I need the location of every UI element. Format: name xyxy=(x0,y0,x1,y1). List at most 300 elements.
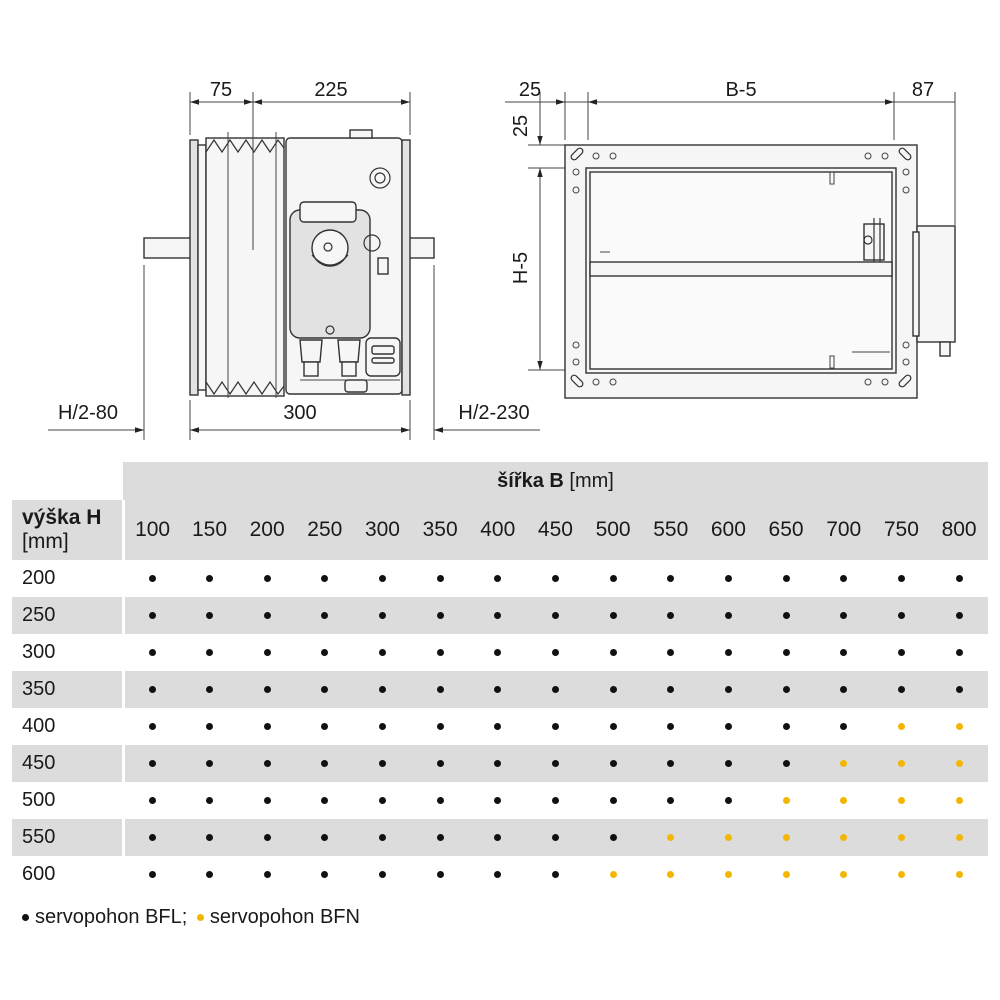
dim-225: 225 xyxy=(314,79,348,101)
availability-cell xyxy=(815,745,873,782)
height-cell: 200 xyxy=(12,560,123,597)
table-row xyxy=(12,597,988,634)
yellow-dot-icon xyxy=(898,723,905,730)
black-dot-icon xyxy=(321,834,328,841)
availability-cell xyxy=(757,782,815,819)
black-dot-icon xyxy=(725,723,732,730)
availability-cell xyxy=(873,782,931,819)
black-dot-icon xyxy=(552,834,559,841)
availability-cell xyxy=(527,708,585,745)
availability-cell xyxy=(584,671,642,708)
yellow-dot-icon xyxy=(840,834,847,841)
black-dot-icon xyxy=(552,871,559,878)
height-cell: 250 xyxy=(12,597,123,634)
table-row xyxy=(12,708,988,745)
black-dot-icon xyxy=(206,834,213,841)
availability-cell xyxy=(527,597,585,634)
availability-cell xyxy=(930,671,988,708)
availability-cell xyxy=(700,856,758,893)
availability-cell xyxy=(642,819,700,856)
yellow-dot-icon xyxy=(898,834,905,841)
black-dot-icon xyxy=(552,649,559,656)
black-dot-icon xyxy=(610,797,617,804)
black-dot-icon xyxy=(264,612,271,619)
availability-cell xyxy=(238,560,296,597)
availability-cell xyxy=(354,708,412,745)
availability-cell xyxy=(411,856,469,893)
height-cell: 450 xyxy=(12,745,123,782)
height-cell: 350 xyxy=(12,671,123,708)
black-dot-icon xyxy=(379,612,386,619)
dim-b-5: B-5 xyxy=(725,79,757,101)
availability-cell xyxy=(700,634,758,671)
availability-cell xyxy=(296,819,354,856)
availability-cell xyxy=(815,819,873,856)
availability-cell xyxy=(584,856,642,893)
availability-cell xyxy=(700,819,758,856)
height-unit: [mm] xyxy=(22,530,69,553)
availability-cell xyxy=(642,671,700,708)
availability-cell xyxy=(296,560,354,597)
availability-cell xyxy=(873,708,931,745)
availability-cell xyxy=(700,782,758,819)
availability-cell xyxy=(123,856,181,893)
availability-cell xyxy=(930,745,988,782)
black-dot-icon xyxy=(898,575,905,582)
availability-cell xyxy=(238,597,296,634)
availability-cell xyxy=(873,634,931,671)
availability-cell xyxy=(584,745,642,782)
availability-cell xyxy=(296,708,354,745)
black-dot-icon xyxy=(494,723,501,730)
availability-cell xyxy=(296,634,354,671)
legend-bfl xyxy=(22,906,187,929)
dim-h2-80: H/2-80 xyxy=(57,402,119,424)
legend-bfn xyxy=(197,906,360,929)
availability-cell xyxy=(354,856,412,893)
width-col-header: 750 xyxy=(873,500,931,560)
width-col-header: 200 xyxy=(238,500,296,560)
availability-cell xyxy=(584,708,642,745)
dim-h2-230: H/2-230 xyxy=(458,402,530,424)
black-dot-icon xyxy=(206,797,213,804)
black-dot-icon xyxy=(783,760,790,767)
black-dot-icon xyxy=(321,612,328,619)
height-cell: 400 xyxy=(12,708,123,745)
availability-cell xyxy=(296,745,354,782)
black-dot-icon xyxy=(321,760,328,767)
black-dot-icon xyxy=(494,649,501,656)
availability-cell xyxy=(584,634,642,671)
black-dot-icon xyxy=(437,797,444,804)
height-cell: 550 xyxy=(12,819,123,856)
availability-cell xyxy=(757,819,815,856)
availability-cell xyxy=(527,745,585,782)
width-col-header: 100 xyxy=(123,500,181,560)
availability-cell xyxy=(642,560,700,597)
black-dot-icon xyxy=(610,686,617,693)
black-dot-icon xyxy=(610,834,617,841)
table-row xyxy=(12,782,988,819)
black-dot-icon xyxy=(206,760,213,767)
black-dot-icon xyxy=(264,649,271,656)
black-dot-icon xyxy=(264,760,271,767)
front-view xyxy=(505,79,955,398)
height-cell: 500 xyxy=(12,782,123,819)
black-dot-icon xyxy=(494,612,501,619)
black-dot-icon xyxy=(494,871,501,878)
availability-cell xyxy=(411,634,469,671)
black-dot-icon xyxy=(840,612,847,619)
black-dot-icon xyxy=(667,612,674,619)
availability-cell xyxy=(527,856,585,893)
black-dot-icon xyxy=(783,723,790,730)
availability-cell xyxy=(527,634,585,671)
black-dot-icon xyxy=(206,612,213,619)
black-dot-icon xyxy=(552,686,559,693)
height-label: výška H xyxy=(22,506,102,529)
availability-cell xyxy=(238,708,296,745)
availability-cell xyxy=(411,597,469,634)
availability-cell xyxy=(123,782,181,819)
availability-cell xyxy=(238,634,296,671)
black-dot-icon xyxy=(725,797,732,804)
availability-cell xyxy=(815,597,873,634)
black-dot-icon xyxy=(206,871,213,878)
availability-cell xyxy=(527,671,585,708)
black-dot-icon xyxy=(437,760,444,767)
availability-cell xyxy=(815,634,873,671)
legend xyxy=(22,906,364,929)
black-dot-icon xyxy=(379,797,386,804)
size-availability-table xyxy=(12,462,988,893)
black-dot-icon xyxy=(149,575,156,582)
availability-cell xyxy=(238,782,296,819)
black-dot-icon xyxy=(610,612,617,619)
yellow-dot-icon xyxy=(956,871,963,878)
black-dot-icon xyxy=(494,834,501,841)
black-dot-icon xyxy=(725,575,732,582)
black-dot-icon xyxy=(667,797,674,804)
black-dot-icon xyxy=(725,612,732,619)
black-dot-icon xyxy=(667,760,674,767)
black-dot-icon xyxy=(667,723,674,730)
black-dot-icon xyxy=(494,575,501,582)
availability-cell xyxy=(411,782,469,819)
availability-cell xyxy=(584,782,642,819)
black-dot-icon xyxy=(206,686,213,693)
availability-cell xyxy=(181,782,239,819)
availability-cell xyxy=(757,856,815,893)
black-dot-icon xyxy=(667,649,674,656)
availability-cell xyxy=(700,560,758,597)
black-dot-icon xyxy=(437,871,444,878)
availability-cell xyxy=(354,560,412,597)
black-dot-icon xyxy=(149,723,156,730)
availability-cell xyxy=(181,856,239,893)
black-dot-icon xyxy=(494,797,501,804)
black-dot-icon xyxy=(379,760,386,767)
availability-cell xyxy=(296,597,354,634)
yellow-dot-icon xyxy=(956,834,963,841)
availability-cell xyxy=(296,782,354,819)
width-col-header: 450 xyxy=(527,500,585,560)
yellow-dot-icon xyxy=(783,834,790,841)
availability-cell xyxy=(181,819,239,856)
availability-cell xyxy=(930,819,988,856)
availability-cell xyxy=(930,708,988,745)
yellow-dot-icon xyxy=(197,914,204,921)
width-col-header: 300 xyxy=(354,500,412,560)
black-dot-icon xyxy=(552,612,559,619)
availability-cell xyxy=(930,634,988,671)
black-dot-icon xyxy=(494,686,501,693)
availability-cell xyxy=(181,708,239,745)
availability-cell xyxy=(181,597,239,634)
black-dot-icon xyxy=(149,760,156,767)
technical-drawing xyxy=(0,0,1000,450)
availability-cell xyxy=(411,671,469,708)
availability-cell xyxy=(181,634,239,671)
black-dot-icon xyxy=(725,649,732,656)
yellow-dot-icon xyxy=(956,723,963,730)
availability-cell xyxy=(642,745,700,782)
availability-cell xyxy=(411,745,469,782)
black-dot-icon xyxy=(840,723,847,730)
availability-cell xyxy=(354,634,412,671)
availability-cell xyxy=(873,856,931,893)
availability-cell xyxy=(930,597,988,634)
black-dot-icon xyxy=(667,575,674,582)
black-dot-icon xyxy=(437,686,444,693)
height-cell: 600 xyxy=(12,856,123,893)
availability-cell xyxy=(123,671,181,708)
yellow-dot-icon xyxy=(898,760,905,767)
black-dot-icon xyxy=(840,575,847,582)
availability-cell xyxy=(296,856,354,893)
black-dot-icon xyxy=(379,723,386,730)
width-col-header: 400 xyxy=(469,500,527,560)
dim-300: 300 xyxy=(283,402,317,424)
availability-cell xyxy=(757,560,815,597)
availability-cell xyxy=(469,745,527,782)
black-dot-icon xyxy=(552,760,559,767)
availability-cell xyxy=(238,671,296,708)
availability-cell xyxy=(296,671,354,708)
table-corner xyxy=(12,462,123,500)
availability-cell xyxy=(354,597,412,634)
yellow-dot-icon xyxy=(840,760,847,767)
availability-cell xyxy=(584,560,642,597)
black-dot-icon xyxy=(149,686,156,693)
yellow-dot-icon xyxy=(725,834,732,841)
black-dot-icon xyxy=(206,723,213,730)
table-row xyxy=(12,634,988,671)
black-dot-icon xyxy=(149,649,156,656)
black-dot-icon xyxy=(898,649,905,656)
availability-cell xyxy=(757,634,815,671)
yellow-dot-icon xyxy=(840,797,847,804)
availability-cell xyxy=(527,560,585,597)
black-dot-icon xyxy=(437,612,444,619)
black-dot-icon xyxy=(783,686,790,693)
availability-cell xyxy=(238,745,296,782)
black-dot-icon xyxy=(783,649,790,656)
table-row xyxy=(12,819,988,856)
black-dot-icon xyxy=(783,575,790,582)
availability-cell xyxy=(642,856,700,893)
black-dot-icon xyxy=(206,575,213,582)
black-dot-icon xyxy=(379,575,386,582)
dim-h-5: H-5 xyxy=(510,251,532,285)
availability-cell xyxy=(469,782,527,819)
availability-cell xyxy=(757,745,815,782)
black-dot-icon xyxy=(437,649,444,656)
yellow-dot-icon xyxy=(725,871,732,878)
dim-25-top: 25 xyxy=(518,79,542,101)
yellow-dot-icon xyxy=(610,871,617,878)
availability-cell xyxy=(700,597,758,634)
availability-cell xyxy=(123,597,181,634)
availability-cell xyxy=(123,634,181,671)
dim-87: 87 xyxy=(911,79,935,101)
availability-cell xyxy=(930,856,988,893)
black-dot-icon xyxy=(149,797,156,804)
availability-cell xyxy=(411,819,469,856)
black-dot-icon xyxy=(321,649,328,656)
availability-cell xyxy=(181,745,239,782)
availability-cell xyxy=(123,560,181,597)
yellow-dot-icon xyxy=(667,871,674,878)
yellow-dot-icon xyxy=(898,871,905,878)
black-dot-icon xyxy=(494,760,501,767)
availability-cell xyxy=(815,671,873,708)
availability-cell xyxy=(815,782,873,819)
availability-cell xyxy=(873,560,931,597)
availability-cell xyxy=(354,671,412,708)
yellow-dot-icon xyxy=(840,871,847,878)
black-dot-icon xyxy=(264,834,271,841)
black-dot-icon xyxy=(898,686,905,693)
black-dot-icon xyxy=(783,612,790,619)
dim-25-left: 25 xyxy=(510,114,532,138)
black-dot-icon xyxy=(725,686,732,693)
width-col-header: 550 xyxy=(642,500,700,560)
yellow-dot-icon xyxy=(956,797,963,804)
availability-cell xyxy=(642,708,700,745)
black-dot-icon xyxy=(149,834,156,841)
black-dot-icon xyxy=(956,649,963,656)
black-dot-icon xyxy=(898,612,905,619)
availability-cell xyxy=(411,708,469,745)
availability-cell xyxy=(700,745,758,782)
width-label: šířka B xyxy=(497,469,564,492)
availability-cell xyxy=(873,597,931,634)
availability-cell xyxy=(354,745,412,782)
width-col-header: 150 xyxy=(181,500,239,560)
height-cell: 300 xyxy=(12,634,123,671)
yellow-dot-icon xyxy=(783,871,790,878)
legend-bfl-label: servopohon BFL; xyxy=(35,906,188,928)
height-header xyxy=(12,500,123,560)
black-dot-icon xyxy=(840,686,847,693)
availability-cell xyxy=(469,856,527,893)
availability-cell xyxy=(181,671,239,708)
yellow-dot-icon xyxy=(956,760,963,767)
black-dot-icon xyxy=(379,834,386,841)
availability-cell xyxy=(873,671,931,708)
table-row xyxy=(12,671,988,708)
availability-cell xyxy=(123,708,181,745)
width-col-header: 350 xyxy=(411,500,469,560)
black-dot-icon xyxy=(321,686,328,693)
availability-cell xyxy=(815,560,873,597)
availability-cell xyxy=(238,856,296,893)
yellow-dot-icon xyxy=(667,834,674,841)
table-row xyxy=(12,560,988,597)
availability-cell xyxy=(469,634,527,671)
black-dot-icon xyxy=(321,871,328,878)
width-col-header: 250 xyxy=(296,500,354,560)
black-dot-icon xyxy=(956,575,963,582)
black-dot-icon xyxy=(379,686,386,693)
legend-bfn-label: servopohon BFN xyxy=(209,906,360,928)
black-dot-icon xyxy=(264,575,271,582)
availability-cell xyxy=(873,819,931,856)
availability-cell xyxy=(181,560,239,597)
black-dot-icon xyxy=(149,871,156,878)
availability-cell xyxy=(757,671,815,708)
availability-cell xyxy=(469,597,527,634)
availability-cell xyxy=(238,819,296,856)
black-dot-icon xyxy=(379,871,386,878)
black-dot-icon xyxy=(437,834,444,841)
black-dot-icon xyxy=(437,575,444,582)
black-dot-icon xyxy=(956,612,963,619)
availability-cell xyxy=(469,708,527,745)
availability-cell xyxy=(757,597,815,634)
black-dot-icon xyxy=(610,575,617,582)
black-dot-icon xyxy=(379,649,386,656)
availability-cell xyxy=(700,671,758,708)
black-dot-icon xyxy=(264,797,271,804)
yellow-dot-icon xyxy=(898,797,905,804)
black-dot-icon xyxy=(610,760,617,767)
width-header xyxy=(123,462,988,500)
black-dot-icon xyxy=(956,686,963,693)
table-row xyxy=(12,745,988,782)
black-dot-icon xyxy=(321,723,328,730)
black-dot-icon xyxy=(840,649,847,656)
black-dot-icon xyxy=(437,723,444,730)
black-dot-icon xyxy=(610,649,617,656)
black-dot-icon xyxy=(264,723,271,730)
availability-cell xyxy=(354,782,412,819)
availability-cell xyxy=(411,560,469,597)
side-view xyxy=(48,79,540,440)
table-row xyxy=(12,856,988,893)
availability-cell xyxy=(527,782,585,819)
availability-cell xyxy=(642,597,700,634)
black-dot-icon xyxy=(667,686,674,693)
black-dot-icon xyxy=(264,871,271,878)
availability-cell xyxy=(469,819,527,856)
black-dot-icon xyxy=(264,686,271,693)
black-dot-icon xyxy=(149,612,156,619)
availability-cell xyxy=(584,819,642,856)
availability-cell xyxy=(123,745,181,782)
width-col-header: 800 xyxy=(930,500,988,560)
